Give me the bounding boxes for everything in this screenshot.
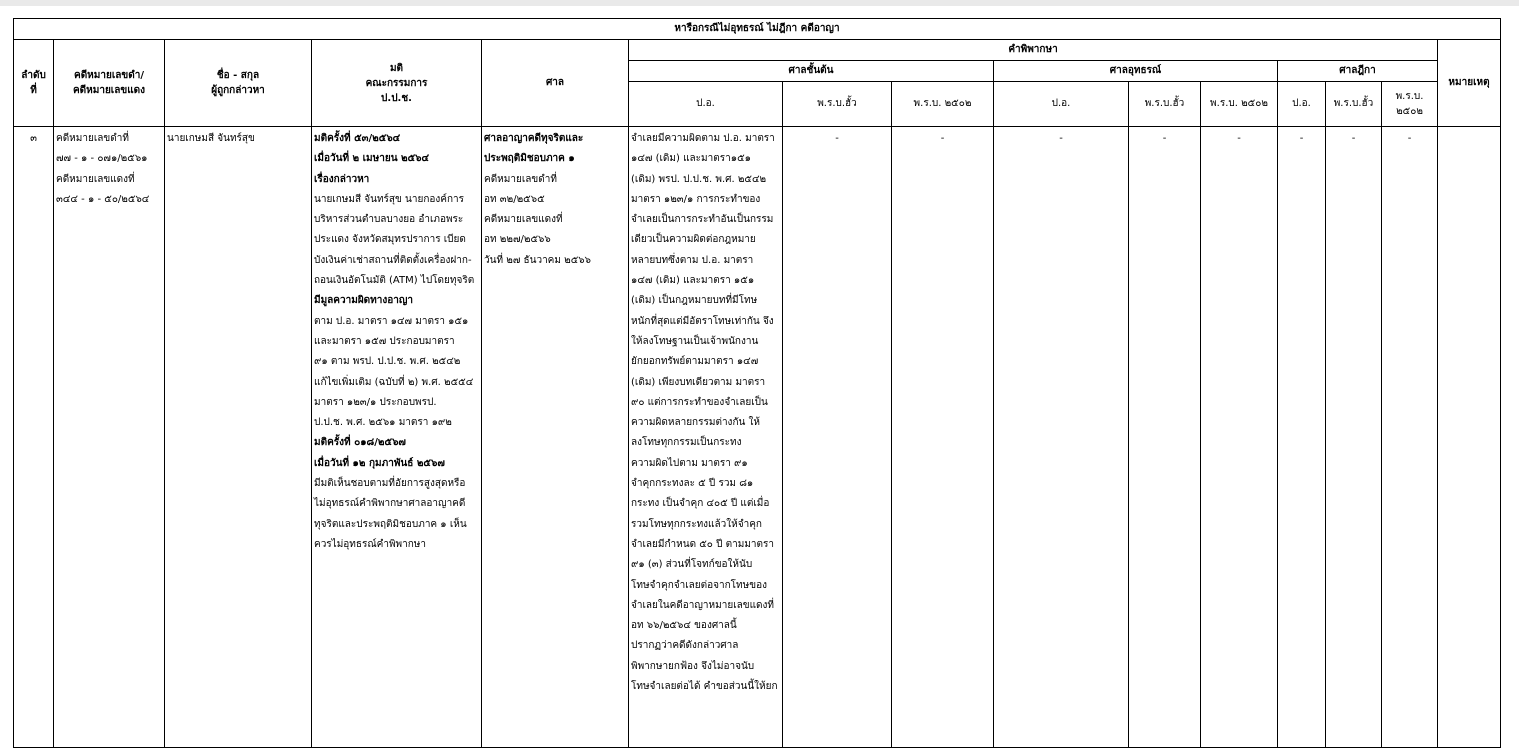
- court-line: คดีหมายเลขแดงที่: [484, 214, 563, 226]
- judgment-line: ยักยอกทรัพย์ตามมาตรา ๑๔๗: [631, 356, 759, 368]
- cell-appeal-prb-2502: -: [1201, 127, 1278, 748]
- case-no-line: คดีหมายเลขดำที่: [56, 133, 129, 144]
- resolution-line: มีมูลความผิดทางอาญา: [314, 295, 414, 307]
- cell-appeal-po: -: [994, 127, 1129, 748]
- resolution-line: ควรไม่อุทธรณ์คำพิพากษา: [314, 538, 427, 550]
- case-no-line: ๓๔๔ - ๑ - ๕๐/๒๕๖๔: [56, 193, 150, 205]
- judgment-line: มาตรา ๑๒๓/๑ การกระทำของ: [631, 193, 761, 205]
- resolution-line: มีมติเห็นชอบตามที่อัยการสูงสุดหรือ: [314, 478, 466, 490]
- header-court-first: ศาลชั้นต้น: [629, 61, 994, 82]
- cell-resolution: [312, 127, 482, 748]
- header-remark: หมายเหตุ: [1438, 40, 1501, 127]
- court-line: คดีหมายเลขดำที่: [484, 173, 557, 185]
- court-line: อท ๓๒/๒๕๖๕: [484, 193, 545, 205]
- case-table: [13, 18, 1501, 748]
- header-court-appeal: ศาลอุทธรณ์: [994, 61, 1278, 82]
- header-case-no: คดีหมายเลขดำ/ คดีหมายเลขแดง: [54, 40, 165, 127]
- header-court-supreme: ศาลฎีกา: [1278, 61, 1438, 82]
- court-line: ประพฤติมิชอบภาค ๑: [484, 153, 575, 165]
- judgment-line: จำเลยในคดีอาญาหมายเลขแดงที่: [631, 599, 774, 611]
- judgment-line: พิพากษายกฟ้อง จึงไม่อาจนับ: [631, 660, 755, 672]
- resolution-line: มติครั้งที่ ๐๑๘/๒๕๖๗: [314, 437, 406, 449]
- resolution-line: มาตรา ๑๒๓/๑ ประกอบพรป.: [314, 396, 437, 408]
- judgment-line: จำเลยเป็นการกระทำอันเป็นกรรม: [631, 214, 774, 226]
- header-first-po: ป.อ.: [629, 82, 783, 127]
- judgment-line: (เดิม) พรป. ป.ป.ช. พ.ศ. ๒๕๔๒: [631, 173, 767, 185]
- judgment-line: โทษจำเลยต่อได้ คำขอส่วนนี้ให้ยก: [631, 681, 778, 693]
- header-supreme-po: ป.อ.: [1278, 82, 1326, 127]
- resolution-line: เรื่องกล่าวหา: [314, 173, 370, 185]
- judgment-line: ปรากฏว่าคดีดังกล่าวศาล: [631, 640, 739, 652]
- resolution-line: ป.ป.ช. พ.ศ. ๒๕๖๑ มาตรา ๑๙๒: [314, 417, 452, 429]
- judgment-line: (เดิม) เพียงบทเดียวตาม มาตรา: [631, 376, 766, 388]
- cell-appeal-prb-hua: -: [1129, 127, 1201, 748]
- cell-first-prb-2502: -: [892, 127, 994, 748]
- judgment-line: จำคุกกระทงละ ๕ ปี รวม ๘๑: [631, 478, 754, 490]
- judgment-line: หนักที่สุดแต่มีอัตราโทษเท่ากัน จึง: [631, 315, 774, 327]
- judgment-line: ลงโทษทุกกรรมเป็นกระทง: [631, 437, 742, 449]
- judgment-line: ๙๐ แต่การกระทำของจำเลยเป็น: [631, 396, 768, 408]
- header-court: ศาล: [482, 40, 629, 127]
- resolution-line: มติครั้งที่ ๕๓/๒๕๖๔: [314, 133, 401, 144]
- judgment-line: จำเลยมีกำหนด ๕๐ ปี ตามมาตรา: [631, 538, 775, 550]
- header-first-prb-hua: พ.ร.บ.ฮั้ว: [783, 82, 892, 127]
- table-row: [14, 127, 1501, 748]
- judgment-line: โทษจำคุกจำเลยต่อจากโทษของ: [631, 579, 767, 591]
- judgment-line: ให้ลงโทษฐานเป็นเจ้าพนักงาน: [631, 335, 759, 347]
- judgment-line: กระทง เป็นจำคุก ๔๐๕ ปี แต่เมื่อ: [631, 498, 770, 510]
- resolution-line: ประแดง จังหวัดสมุทรปราการ เบียด: [314, 234, 466, 246]
- cell-first-po: [629, 127, 783, 748]
- cell-court: [482, 127, 629, 748]
- resolution-line: และมาตรา ๑๕๗ ประกอบมาตรา: [314, 335, 455, 347]
- court-line: วันที่ ๒๗ ธันวาคม ๒๕๖๖: [484, 254, 591, 266]
- resolution-line: ตาม ป.อ. มาตรา ๑๔๗ มาตรา ๑๕๑: [314, 315, 469, 327]
- resolution-line: แก้ไขเพิ่มเติม (ฉบับที่ ๒) พ.ศ. ๒๕๕๔: [314, 376, 474, 388]
- header-first-prb-2502: พ.ร.บ. ๒๕๐๒: [892, 82, 994, 127]
- cell-seq: ๓: [14, 127, 54, 748]
- judgment-line: (เดิม) เป็นกฎหมายบทที่มีโทษ: [631, 295, 758, 307]
- judgment-line: อท ๖๖/๒๕๖๔ ของศาลนี้: [631, 620, 737, 632]
- judgment-line: ๑๔๗ (เดิม) และมาตรา๑๕๑: [631, 153, 751, 165]
- header-appeal-prb-hua: พ.ร.บ.ฮั้ว: [1129, 82, 1201, 127]
- resolution-line: บังเงินค่าเช่าสถานที่ติดตั้งเครื่องฝาก-: [314, 254, 472, 266]
- resolution-line: บริหารส่วนตำบลบางยอ อำเภอพระ: [314, 214, 464, 226]
- court-line: ศาลอาญาคดีทุจริตและ: [484, 133, 584, 144]
- resolution-line: ๙๑ ตาม พรป. ป.ป.ช. พ.ศ. ๒๕๔๒: [314, 356, 461, 368]
- top-edge-bar: [0, 0, 1519, 6]
- resolution-line: ทุจริตและประพฤติมิชอบภาค ๑ เห็น: [314, 518, 467, 530]
- table-title: หารือกรณีไม่อุทธรณ์ ไม่ฎีกา คดีอาญา: [14, 19, 1501, 40]
- judgment-line: จำเลยมีความผิดตาม ป.อ. มาตรา: [631, 133, 775, 144]
- header-appeal-po: ป.อ.: [994, 82, 1129, 127]
- judgment-line: หลายบทซึ่งตาม ป.อ. มาตรา: [631, 254, 754, 266]
- cell-supreme-prb-hua: -: [1326, 127, 1382, 748]
- resolution-line: เมื่อวันที่ ๑๒ กุมภาพันธ์ ๒๕๖๗: [314, 457, 445, 469]
- cell-first-prb-hua: -: [783, 127, 892, 748]
- judgment-line: ความผิดหลายกรรมต่างกัน ให้: [631, 417, 760, 429]
- header-seq: ลำดับ ที่: [14, 40, 54, 127]
- header-accused-name: ชื่อ - สกุล ผู้ถูกกล่าวหา: [165, 40, 312, 127]
- court-line: อท ๒๒๗/๒๕๖๖: [484, 234, 551, 246]
- judgment-line: ๑๔๗ (เดิม) และมาตรา ๑๕๑: [631, 275, 755, 287]
- header-appeal-prb-2502: พ.ร.บ. ๒๕๐๒: [1201, 82, 1278, 127]
- case-no-line: คดีหมายเลขแดงที่: [56, 173, 135, 185]
- judgment-line: เดียวเป็นความผิดต่อกฎหมาย: [631, 234, 756, 246]
- cell-accused-name: นายเกษมสี จันทร์สุข: [165, 127, 312, 748]
- judgment-line: ๙๑ (๓) ส่วนที่โจทก์ขอให้นับ: [631, 559, 753, 571]
- resolution-line: ถอนเงินอัตโนมัติ (ATM) ไปโดยทุจริต: [314, 275, 475, 287]
- header-supreme-prb-hua: พ.ร.บ.ฮั้ว: [1326, 82, 1382, 127]
- header-supreme-prb-2502: พ.ร.บ. ๒๕๐๒: [1382, 82, 1438, 127]
- judgment-line: ความผิดไปตาม มาตรา ๙๑: [631, 457, 748, 469]
- cell-supreme-prb-2502: -: [1382, 127, 1438, 748]
- cell-remark: [1438, 127, 1501, 748]
- judgment-line: รวมโทษทุกกระทงแล้วให้จำคุก: [631, 518, 762, 530]
- cell-case-no: [54, 127, 165, 748]
- resolution-line: ไม่อุทธรณ์คำพิพากษาศาลอาญาคดี: [314, 498, 466, 510]
- resolution-line: นายเกษมสี จันทร์สุข นายกองค์การ: [314, 193, 465, 205]
- header-resolution: มติ คณะกรรมการ ป.ป.ช.: [312, 40, 482, 127]
- case-no-line: ๗๗ - ๑ - ๐๗๑/๒๕๖๑: [56, 153, 148, 165]
- header-judgment: คำพิพากษา: [629, 40, 1438, 61]
- resolution-line: เมื่อวันที่ ๒ เมษายน ๒๕๖๔: [314, 153, 430, 165]
- cell-supreme-po: -: [1278, 127, 1326, 748]
